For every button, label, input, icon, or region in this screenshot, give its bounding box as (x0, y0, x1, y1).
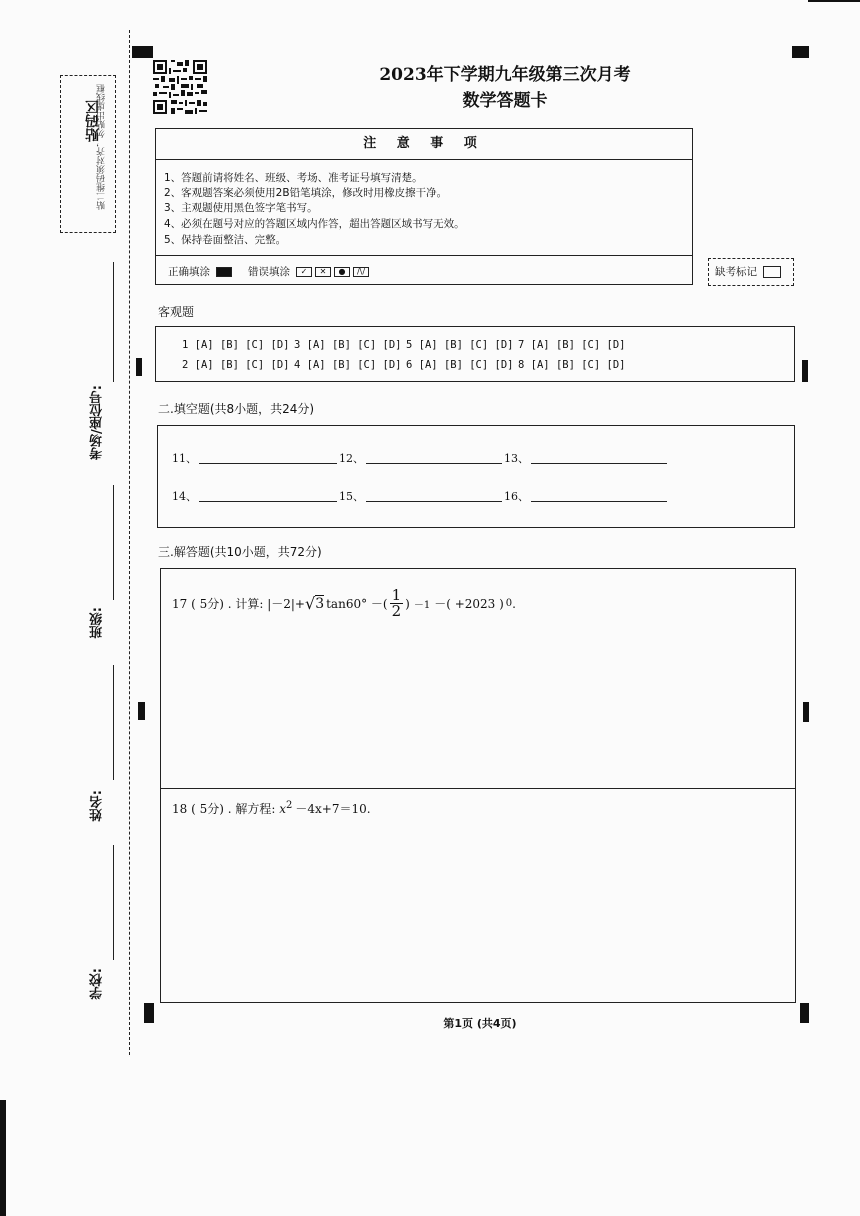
page-number: 第1页 (共4页) (443, 1017, 517, 1030)
class-line[interactable] (113, 485, 114, 600)
fill-blank-answer-box (157, 425, 795, 528)
wrong-fill-dot-icon: ● (334, 267, 350, 277)
fraction-one-half: 1 2 (391, 586, 402, 620)
question-2-options[interactable]: 2 [A] [B] [C] [D] (182, 359, 290, 371)
school-label: 学校: (90, 968, 105, 1000)
binding-dashed-line (129, 30, 130, 1055)
question-1-options[interactable]: 1 [A] [B] [C] [D] (182, 339, 290, 351)
wrong-fill-zigzag-icon: /\/ (353, 267, 369, 277)
question-5-options[interactable]: 5 [A] [B] [C] [D] (406, 339, 514, 351)
objective-row-1 (182, 339, 630, 351)
wrong-fill-cross-icon: ✕ (315, 267, 331, 277)
objective-section-title: 客观题 (158, 305, 195, 319)
sqrt-symbol: √ (304, 594, 316, 613)
edge-mark-right-1 (802, 360, 808, 382)
edge-mark-left-2 (138, 702, 145, 720)
notice-item-1: 1、答题前请将姓名、班级、考场、准考证号填写清楚。 (164, 172, 423, 184)
corner-mark-top-left (132, 46, 153, 58)
scan-edge-top-right (808, 0, 860, 2)
notice-heading: 注 意 事 项 (156, 129, 692, 160)
objective-answer-box (155, 326, 795, 382)
room-seat-line[interactable] (113, 262, 114, 382)
corner-mark-top-right (792, 46, 809, 58)
absent-mark-label: 缺考标记 (715, 266, 757, 278)
question-18-text: 18 ( 5分) . 解方程: $x^2 -4x+7=10$. (172, 800, 371, 816)
notice-item-5: 5、保持卷面整洁、完整。 (164, 234, 287, 246)
barcode-paste-area (60, 75, 116, 233)
exam-subtitle: 数学答题卡 (462, 91, 548, 111)
blank-15[interactable]: 15、 (339, 488, 504, 504)
question-18-answer-box[interactable] (160, 788, 796, 1003)
absent-mark-box (708, 258, 794, 286)
question-7-options[interactable]: 7 [A] [B] [C] [D] (518, 339, 626, 351)
blank-13[interactable]: 13、 (504, 450, 669, 466)
absent-mark-checkbox[interactable] (763, 266, 781, 278)
barcode-area-title: 贴码区 (85, 100, 101, 142)
notice-item-2: 2、客观题答案必须使用2B铅笔填涂，修改时用橡皮擦干净。 (164, 187, 448, 199)
notice-item-4: 4、必须在题号对应的答题区域内作答，超出答题区域书写无效。 (164, 218, 465, 230)
notice-separator (156, 255, 692, 256)
correct-fill-label: 正确填涂 (168, 266, 210, 278)
fill-blank-row-1 (172, 450, 669, 466)
edge-mark-right-2 (803, 702, 809, 722)
objective-row-2 (182, 359, 630, 371)
name-line[interactable] (113, 665, 114, 780)
question-6-options[interactable]: 6 [A] [B] [C] [D] (406, 359, 514, 371)
blank-16[interactable]: 16、 (504, 488, 669, 504)
blank-14[interactable]: 14、 (172, 488, 339, 504)
question-17-text: 17 ( 5分) . 计算: |－2|+ √ 3 tan60° －( 1 2 ) －1 －( +2023 ) 0 . (172, 586, 516, 620)
class-label: 班级: (90, 607, 105, 639)
blank-12[interactable]: 12、 (339, 450, 504, 466)
fill-blank-row-2 (172, 488, 669, 504)
blank-11[interactable]: 11、 (172, 450, 339, 466)
edge-mark-left-1 (136, 358, 142, 376)
wrong-fill-label: 错误填涂 (248, 266, 290, 278)
exam-title: 2023年下学期九年级第三次月考 (379, 65, 631, 85)
notice-item-3: 3、主观题使用黑色签字笔书写。 (164, 202, 318, 214)
fill-example-row (168, 264, 369, 279)
scan-edge-strip (0, 1100, 6, 1216)
wrong-fill-check-icon: ✓ (296, 267, 312, 277)
room-seat-label: 考场/座位号: (90, 385, 105, 460)
question-8-options[interactable]: 8 [A] [B] [C] [D] (518, 359, 626, 371)
question-3-options[interactable]: 3 [A] [B] [C] [D] (294, 339, 402, 351)
edge-mark-left-3 (144, 1003, 154, 1023)
correct-fill-sample (216, 267, 232, 277)
qr-code-icon (153, 60, 207, 114)
edge-mark-right-3 (800, 1003, 809, 1023)
notice-box (155, 128, 693, 285)
fill-blank-section-title: 二.填空题(共8小题，共24分) (158, 402, 315, 416)
question-4-options[interactable]: 4 [A] [B] [C] [D] (294, 359, 402, 371)
barcode-area-note: 贴二维码须对齐，勿贴出虚线框 (97, 84, 107, 210)
solve-section-title: 三.解答题(共10小题，共72分) (158, 545, 322, 559)
name-label: 姓名: (90, 790, 105, 822)
school-line[interactable] (113, 845, 114, 960)
